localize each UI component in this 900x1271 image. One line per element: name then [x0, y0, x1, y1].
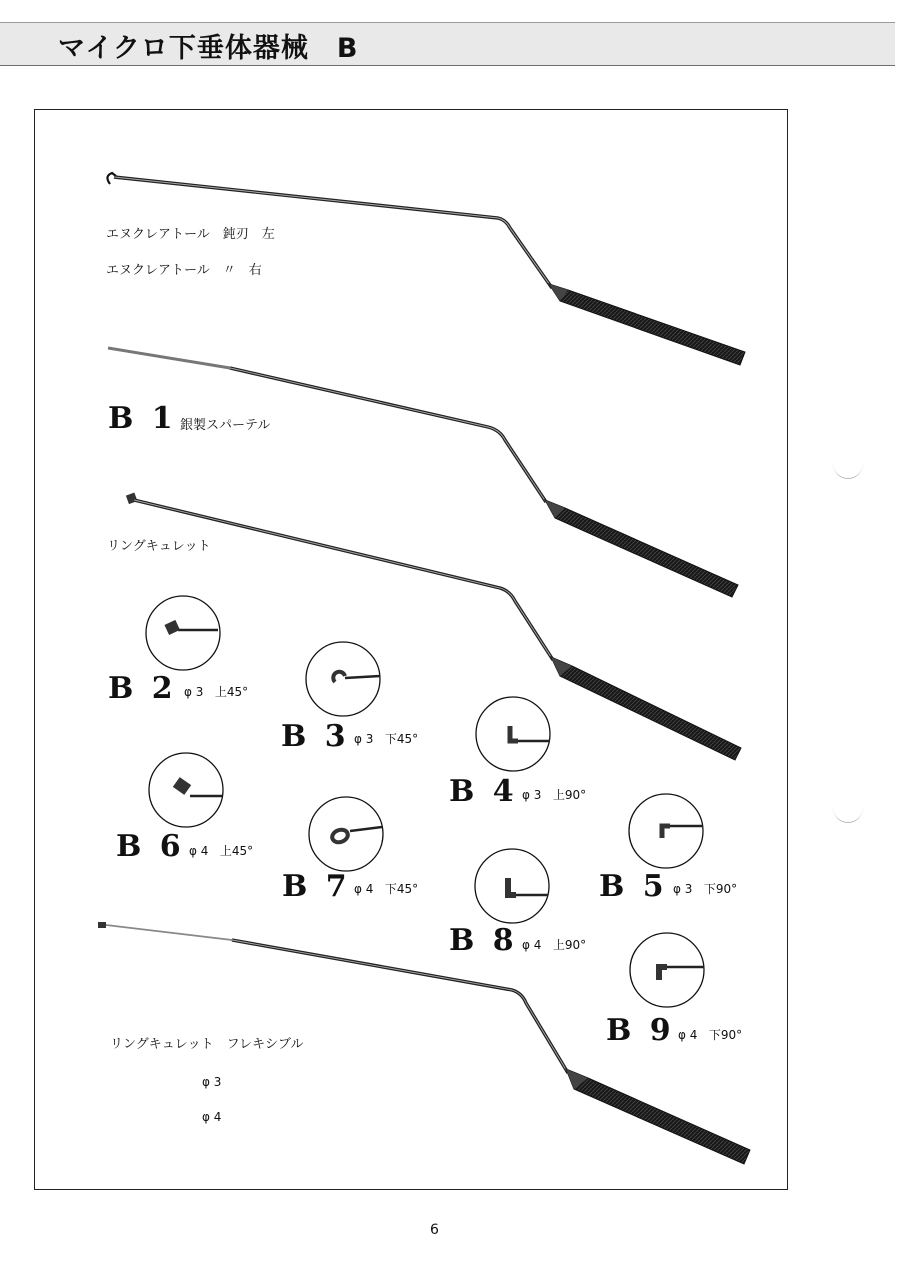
binder-hole-upper — [833, 448, 863, 479]
variant-code-b4: B 4 — [449, 774, 518, 809]
detail-b2 — [146, 596, 220, 670]
binder-hole-lower — [833, 792, 863, 823]
flex-size-3: φ 3 — [202, 1075, 222, 1089]
detail-b5 — [629, 794, 703, 868]
variant-code-b5: B 5 — [599, 869, 668, 904]
enucleator-right-label: エヌクレアトール 〃 右 — [106, 263, 262, 278]
detail-b3 — [306, 642, 380, 716]
variant-spec-b2: φ 3 上45° — [184, 685, 249, 699]
flex-size-4: φ 4 — [202, 1110, 222, 1124]
variant-code-b8: B 8 — [449, 923, 518, 958]
variant-spec-b6: φ 4 上45° — [189, 844, 254, 858]
variant-spec-b8: φ 4 上90° — [522, 938, 587, 952]
variant-code-b2: B 2 — [108, 671, 177, 706]
detail-b7 — [309, 797, 383, 871]
detail-b6 — [149, 753, 223, 827]
page-title: マイクロ下垂体器械 B — [58, 33, 359, 64]
variant-spec-b9: φ 4 下90° — [678, 1028, 743, 1042]
ring-curette-label: リングキュレット — [107, 539, 211, 554]
detail-b9 — [630, 933, 704, 1007]
variant-code-b3: B 3 — [281, 719, 350, 754]
variant-code-b6: B 6 — [116, 829, 185, 864]
page-number: 6 — [430, 1222, 439, 1238]
variant-spec-b4: φ 3 上90° — [522, 788, 587, 802]
variant-code-b9: B 9 — [606, 1013, 675, 1048]
detail-b4 — [476, 697, 550, 771]
enucleator-left-label: エヌクレアトール 鈍刃 左 — [106, 227, 275, 242]
variant-spec-b7: φ 4 下45° — [354, 882, 419, 896]
detail-b8 — [475, 849, 549, 923]
variant-spec-b5: φ 3 下90° — [673, 882, 738, 896]
b1-name: 銀製スパーテル — [180, 418, 271, 433]
variant-code-b7: B 7 — [282, 869, 351, 904]
b1-code: B 1 — [108, 401, 177, 436]
ring-curette-flexible-label: リングキュレット フレキシブル — [110, 1037, 304, 1052]
b1-spatula-illustration — [108, 348, 738, 597]
variant-spec-b3: φ 3 下45° — [354, 732, 419, 746]
